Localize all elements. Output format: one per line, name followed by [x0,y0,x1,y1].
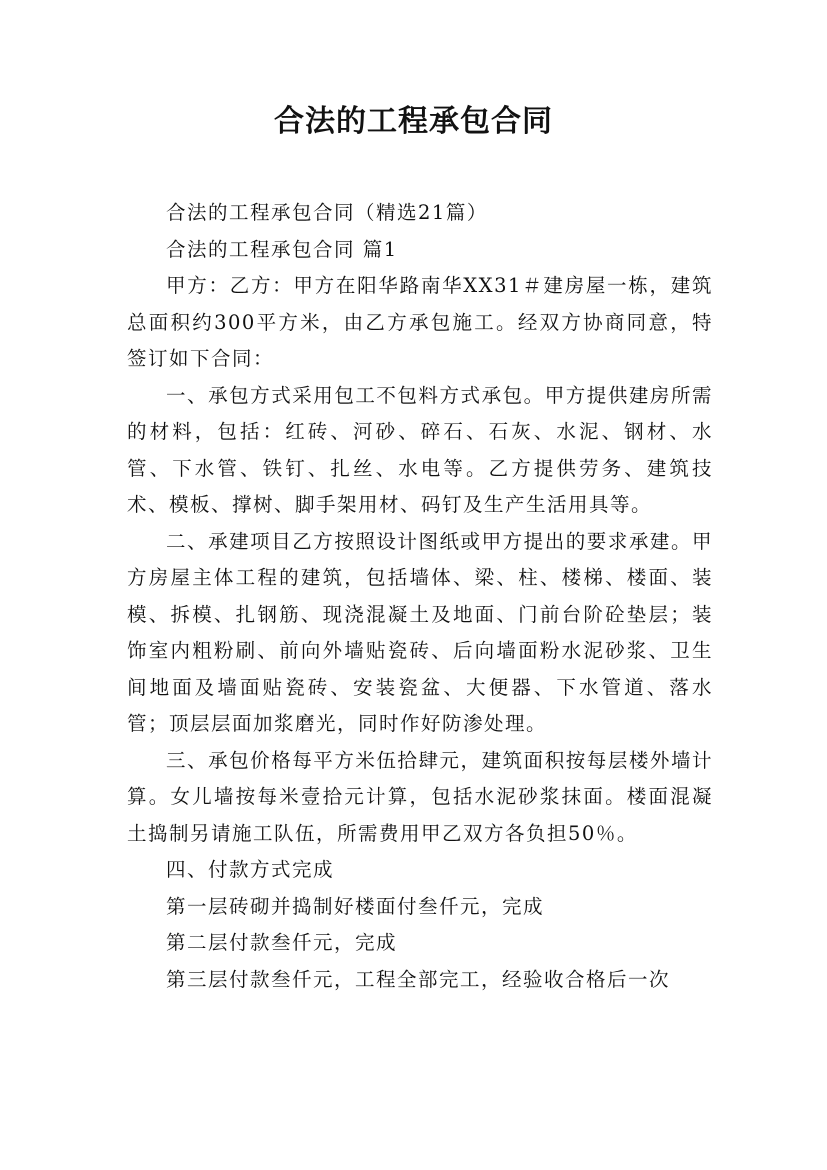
paragraph-section-heading: 合法的工程承包合同 篇1 [166,237,398,261]
paragraph-clause-1: 一、承包方式采用包工不包料方式承包。甲方提供建房所需的材料，包括：红砖、河砂、碎石、石灰、水泥、钢材、水管、下水管、铁钉、扎丝、水电等。乙方提供劳务、建筑技术、模板、撑树、脚手架用材、码钉及生产生活用具等。 [127,383,713,516]
document-title: 合法的工程承包合同 [274,104,553,139]
paragraph-clause-2: 二、承建项目乙方按照设计图纸或甲方提出的要求承建。甲方房屋主体工程的建筑，包括墙体、梁、柱、楼梯、楼面、装模、拆模、扎钢筋、现浇混凝土及地面、门前台阶砼垫层；装饰室内粗粉刷、前向外墙贴瓷砖、后向墙面粉水泥砂浆、卫生间地面及墙面贴瓷砖、安装瓷盆、大便器、下水管道、落水管；顶层层面加浆磨光，同时作好防渗处理。 [127,529,713,735]
paragraph-clause-3: 三、承包价格每平方米伍拾肆元，建筑面积按每层楼外墙计算。女儿墙按每米壹拾元计算，包括水泥砂浆抹面。楼面混凝土捣制另请施工队伍，所需费用甲乙双方各负担50％。 [127,748,713,845]
paragraph-subtitle: 合法的工程承包合同（精选21篇） [166,201,488,224]
paragraph-payment-3: 第三层付款叁仟元，工程全部完工，经验收合格后一次 [166,967,671,991]
paragraph-clause-4: 四、付款方式完成 [166,858,335,881]
document-body [127,195,713,998]
paragraph-payment-1: 第一层砖砌并捣制好楼面付叁仟元，完成 [166,894,545,918]
paragraph-payment-2: 第二层付款叁仟元，完成 [166,931,398,954]
paragraph-parties: 甲方：乙方：甲方在阳华路南华XX31＃建房屋一栋，建筑总面积约300平方米，由乙方承包施工。经双方协商同意，特签订如下合同： [127,274,713,370]
